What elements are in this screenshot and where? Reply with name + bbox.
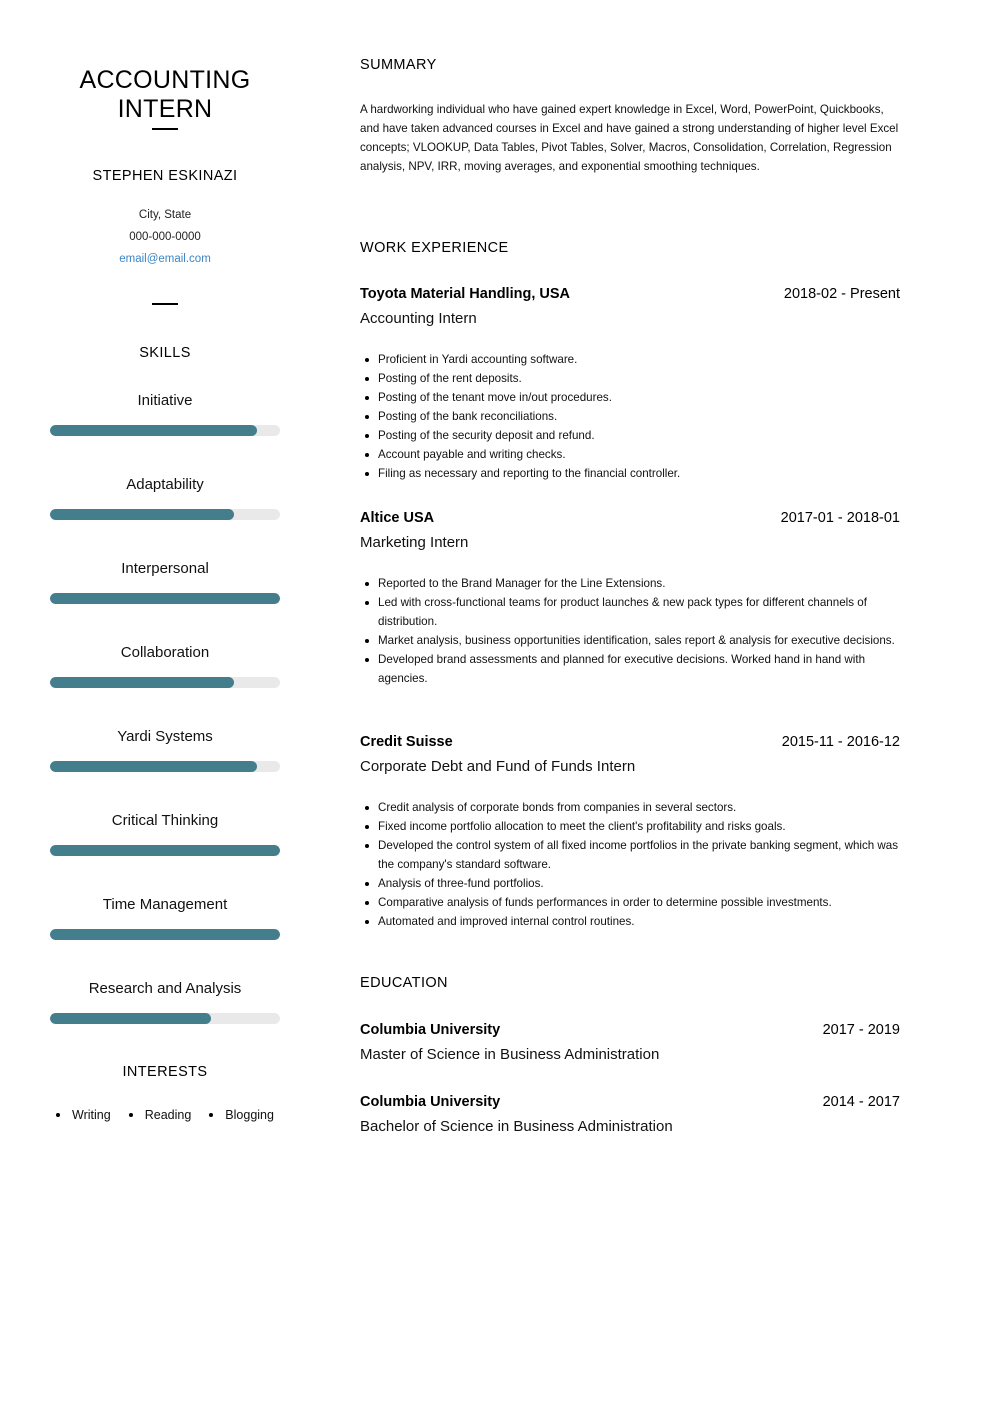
school-name: Columbia University <box>360 1094 501 1110</box>
list-item: Led with cross-functional teams for product launches & new pack types for different channels of distribution. <box>360 593 900 631</box>
bullet-icon <box>129 1113 133 1117</box>
list-item: Credit analysis of corporate bonds from companies in several sectors. <box>360 798 900 817</box>
skill-label: Time Management <box>102 896 228 913</box>
skill-bar <box>50 929 280 940</box>
bullet-icon <box>56 1113 60 1117</box>
list-item: Analysis of three-fund portfolios. <box>360 874 900 893</box>
company-name: Toyota Material Handling, USA <box>360 286 571 302</box>
phone: 000-000-0000 <box>129 231 201 243</box>
list-item: Reported to the Brand Manager for the Line Extensions. <box>360 574 900 593</box>
skill-label: Yardi Systems <box>117 728 213 745</box>
list-item: Proficient in Yardi accounting software. <box>360 350 900 369</box>
job-bullets <box>360 798 900 931</box>
list-item: Posting of the security deposit and refund. <box>360 426 900 445</box>
job-dates: 2015-11 - 2016-12 <box>781 734 900 750</box>
skills-heading: SKILLS <box>139 345 191 361</box>
skill-bar-fill <box>50 509 234 520</box>
job-role: Marketing Intern <box>360 534 469 551</box>
skill-label: Initiative <box>137 392 193 409</box>
job-bullets <box>360 350 900 483</box>
school-name: Columbia University <box>360 1022 501 1038</box>
list-item: Account payable and writing checks. <box>360 445 900 464</box>
job-dates: 2017-01 - 2018-01 <box>780 510 900 526</box>
list-item: Posting of the tenant move in/out procedures. <box>360 388 900 407</box>
bullet-icon <box>209 1113 213 1117</box>
job-title: ACCOUNTING INTERN <box>79 66 251 123</box>
skill-bar <box>50 761 280 772</box>
interest-item: Reading <box>129 1108 192 1122</box>
list-item: Comparative analysis of funds performances in order to determine possible investments. <box>360 893 900 912</box>
degree: Bachelor of Science in Business Administration <box>360 1118 673 1135</box>
skill-label: Adaptability <box>126 476 204 493</box>
skill-label: Research and Analysis <box>88 980 242 997</box>
list-item: Posting of the bank reconciliations. <box>360 407 900 426</box>
list-item: Market analysis, business opportunities identification, sales report & analysis for executive decisions. <box>360 631 900 650</box>
interest-item: Blogging <box>209 1108 274 1122</box>
summary-text: A hardworking individual who have gained expert knowledge in Excel, Word, PowerPoint, Quickbooks, and have taken advanced courses in Excel and have gained a strong understanding of higher level Excel concepts; VLOOKUP, Data Tables, Pivot Tables, Solver, Macros, Consolidation, Correlation, Regression analysis, NPV, IRR, moving averages, and exponential smoothing techniques. <box>360 103 899 173</box>
skill-bar-fill <box>50 593 280 604</box>
education-dates: 2017 - 2019 <box>822 1022 900 1038</box>
skill-bar-fill <box>50 425 257 436</box>
candidate-name: STEPHEN ESKINAZI <box>92 168 238 184</box>
interests-heading: INTERESTS <box>122 1064 208 1080</box>
skill-bar <box>50 425 280 436</box>
skill-bar <box>50 593 280 604</box>
job-role: Corporate Debt and Fund of Funds Intern <box>360 758 636 775</box>
skill-bar <box>50 845 280 856</box>
job-dates: 2018-02 - Present <box>783 286 900 302</box>
location: City, State <box>138 209 192 221</box>
divider <box>152 303 178 305</box>
skill-label: Critical Thinking <box>111 812 219 829</box>
interests-list <box>30 1108 300 1122</box>
skill-bar-fill <box>50 1013 211 1024</box>
work-experience-heading: WORK EXPERIENCE <box>360 240 509 256</box>
job-bullets <box>360 574 900 688</box>
skill-label: Collaboration <box>120 644 210 661</box>
skill-bar <box>50 677 280 688</box>
company-name: Credit Suisse <box>360 734 453 750</box>
skill-bar-fill <box>50 761 257 772</box>
email-link[interactable]: email@email.com <box>119 253 211 265</box>
list-item: Developed brand assessments and planned for executive decisions. Worked hand in hand with agencies. <box>360 650 900 688</box>
list-item: Fixed income portfolio allocation to meet the client's profitability and risks goals. <box>360 817 900 836</box>
skill-bar <box>50 1013 280 1024</box>
list-item: Filing as necessary and reporting to the financial controller. <box>360 464 900 483</box>
summary-heading: SUMMARY <box>360 57 437 73</box>
interest-item: Writing <box>56 1108 111 1122</box>
skill-bar-fill <box>50 845 280 856</box>
skill-bar-fill <box>50 677 234 688</box>
list-item: Posting of the rent deposits. <box>360 369 900 388</box>
education-heading: EDUCATION <box>360 975 448 991</box>
skill-bar <box>50 509 280 520</box>
degree: Master of Science in Business Administration <box>360 1046 660 1063</box>
education-dates: 2014 - 2017 <box>822 1094 900 1110</box>
skill-bar-fill <box>50 929 280 940</box>
job-role: Accounting Intern <box>360 310 477 327</box>
company-name: Altice USA <box>360 510 435 526</box>
divider <box>152 128 178 130</box>
skill-label: Interpersonal <box>121 560 209 577</box>
list-item: Developed the control system of all fixed income portfolios in the private banking segment, which was the company's standard software. <box>360 836 900 874</box>
list-item: Automated and improved internal control routines. <box>360 912 900 931</box>
